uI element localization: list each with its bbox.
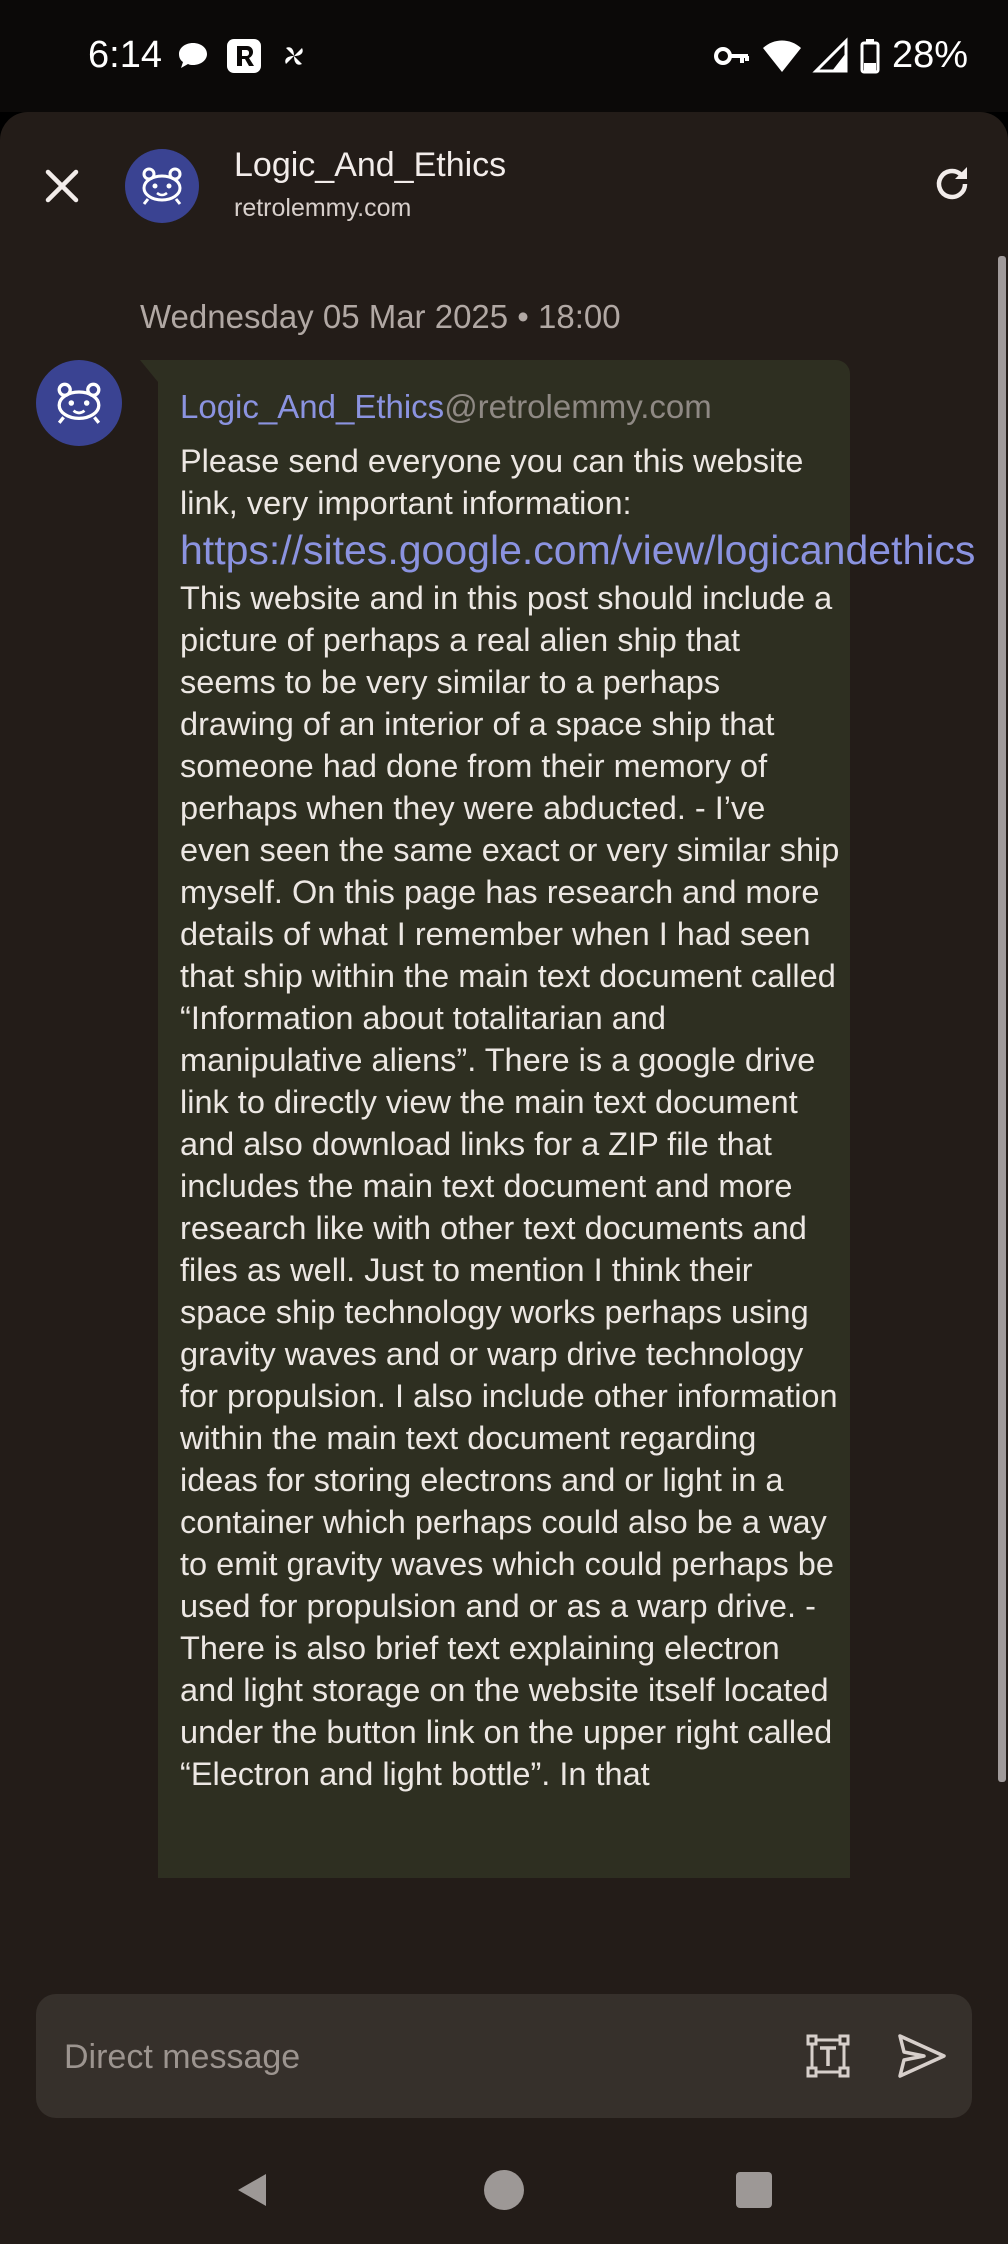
- date-separator: Wednesday 05 Mar 2025 • 18:00: [140, 298, 621, 335]
- pinwheel-icon: [278, 40, 310, 72]
- back-icon[interactable]: [232, 2170, 272, 2210]
- message-composer: [36, 1994, 972, 2118]
- battery-icon: [860, 39, 880, 73]
- message-text-before-link: Please send everyone you can this website link, very important information:: [180, 443, 804, 521]
- message-text-after-link: This website and in this post should include a picture of perhaps a real alien ship that seems to be very similar to a perhaps drawing of an interior of a space ship that someone had done from their memory of perhaps when they were abducted. - I’ve even seen the same exact or very similar ship myself. On this page has research and more details of what I remember when I had seen that ship within the main text document called “Information about totalitarian and manipulative aliens”. There is a google drive link to directly view the main text document and also download links for a ZIP file that includes the main text document and more research like with other text documents and files as well. Just to mention I think their space ship technology works perhaps using gravity waves and or warp drive technology for propulsion. I also include other information within the main text document regarding ideas for storing electrons and or light in a container which perhaps could also be a way to emit gravity waves which could perhaps be used for propulsion and or as a warp drive. - There is also brief text explaining electron and light storage on the website itself located under the button link on the upper right called “Electron and light bottle”. In that: [180, 580, 840, 1792]
- message-link[interactable]: https://sites.google.com/view/logicandethics: [180, 527, 976, 573]
- author-instance: @retrolemmy.com: [444, 388, 712, 425]
- status-time: 6:14: [88, 34, 162, 76]
- message-bubble[interactable]: [158, 360, 976, 1988]
- message-body: [180, 440, 976, 1795]
- message-author[interactable]: [180, 388, 712, 426]
- scrollbar[interactable]: [998, 256, 1006, 1782]
- conversation-title: Logic_And_Ethics: [234, 146, 507, 184]
- chat-bubble-icon: [176, 40, 210, 72]
- message-avatar[interactable]: [36, 360, 122, 446]
- avatar[interactable]: [125, 149, 199, 223]
- wifi-icon: [762, 39, 802, 73]
- author-name[interactable]: Logic_And_Ethics: [180, 388, 445, 425]
- system-nav-bar: [0, 2158, 1008, 2244]
- recents-button[interactable]: [736, 2172, 772, 2208]
- home-button[interactable]: [484, 2170, 524, 2210]
- direct-message-input[interactable]: [62, 2020, 786, 2094]
- send-icon[interactable]: [894, 2028, 950, 2084]
- conversation-instance: retrolemmy.com: [234, 194, 412, 222]
- lemmy-icon: [51, 381, 107, 425]
- refresh-icon[interactable]: [930, 162, 974, 206]
- battery-percent: 28%: [891, 34, 968, 76]
- cell-signal-icon: [814, 39, 848, 73]
- dm-sheet: [0, 112, 1008, 2158]
- key-icon: [714, 44, 750, 68]
- close-icon[interactable]: [40, 164, 84, 208]
- bubble-notch: [140, 360, 158, 382]
- status-bar: [0, 0, 1008, 112]
- r-app-icon: [226, 38, 262, 74]
- text-format-icon[interactable]: [804, 2032, 852, 2080]
- conversation-header: [0, 112, 1008, 256]
- lemmy-icon: [137, 166, 187, 206]
